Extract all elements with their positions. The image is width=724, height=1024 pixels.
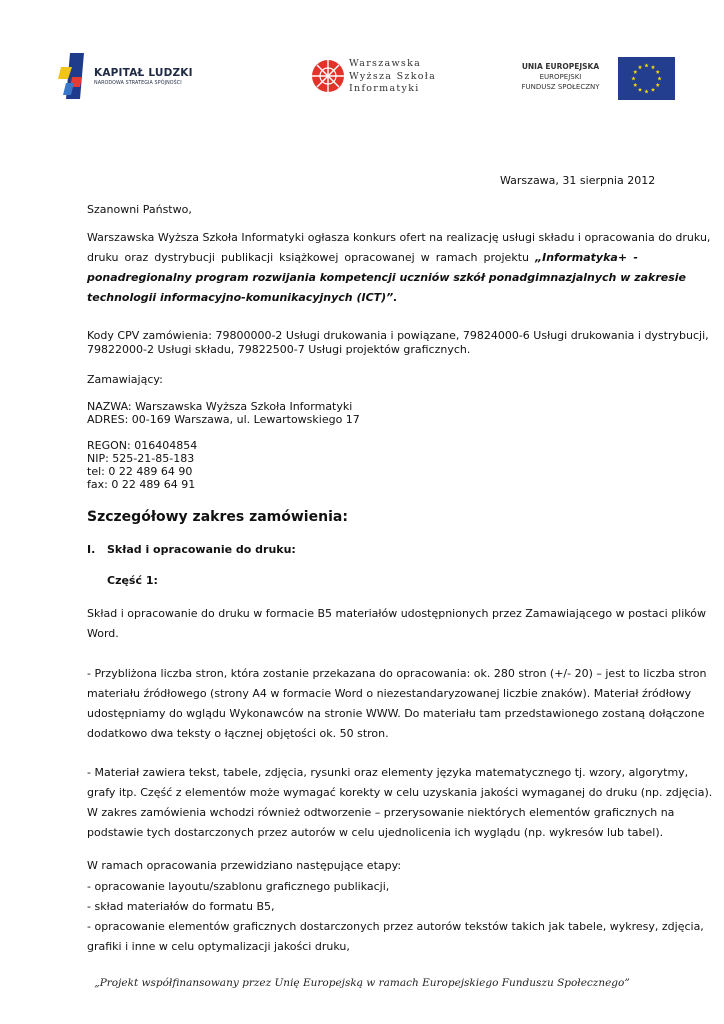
- wwsi-line2: Wyższa Szkoła: [349, 70, 437, 82]
- kapital-ludzki-logo: [58, 53, 208, 99]
- p2-line-2: materiału źródłowego (strony A4 w formacie Word o niezestandaryzowanej liczbie znaków). Materiał źródłowy: [87, 687, 692, 700]
- orderer-address: ADRES: 00-169 Warszawa, ul. Lewartowskiego 17: [87, 413, 360, 426]
- p1-line-1: Skład i opracowanie do druku w formacie B5 materiałów udostępnionych przez Zamawiającego w postaci plików: [87, 607, 707, 620]
- p2-line-3: udostępniamy do wglądu Wykonawców na stronie WWW. Do materiału tam przedstawionego zostaną dołączone: [87, 707, 705, 720]
- wwsi-name: [349, 58, 436, 96]
- stage-item-1: - opracowanie layoutu/szablonu graficznego publikacji,: [87, 880, 390, 893]
- section-1-number: I.: [87, 543, 96, 556]
- orderer-tel: tel: 0 22 489 64 90: [87, 465, 193, 478]
- scope-heading: Szczegółowy zakres zamówienia:: [87, 509, 348, 525]
- p2-line-1: - Przybliżona liczba stron, która zostanie przekazana do opracowania: ok. 280 stron (+/- 20) – jest to liczba stron: [87, 667, 707, 680]
- p1-line-2: Word.: [87, 627, 119, 640]
- orderer-fax: fax: 0 22 489 64 91: [87, 478, 196, 491]
- wwsi-line3: Informatyki: [349, 83, 420, 94]
- orderer-nip: NIP: 525-21-85-183: [87, 452, 195, 465]
- letter-date: Warszawa, 31 sierpnia 2012: [500, 174, 656, 187]
- orderer-regon: REGON: 016404854: [87, 439, 198, 452]
- stage-item-3-line-2: grafiki i inne w celu optymalizacji jakości druku,: [87, 940, 350, 953]
- wwsi-logo: [311, 56, 451, 96]
- kapital-ludzki-title: KAPITAŁ LUDZKI: [94, 67, 193, 79]
- part-1-heading: Część 1:: [107, 574, 158, 587]
- eu-line1: UNIA EUROPEJSKA: [521, 62, 600, 71]
- cpv-line-1: Kody CPV zamówienia: 79800000-2 Usługi drukowania i powiązane, 79824000-6 Usługi drukowania i dystrybucji,: [87, 329, 709, 342]
- intro-line-3: ponadregionalny program rozwijania kompetencji uczniów szkół ponadgimnazjalnych w zakresie: [87, 271, 687, 284]
- section-1-title: Skład i opracowanie do druku:: [107, 543, 296, 556]
- kapital-ludzki-subtitle: NARODOWA STRATEGIA SPÓJNOŚCI: [94, 81, 182, 86]
- eu-fund-logo: [508, 57, 672, 101]
- stage-item-3-line-1: - opracowanie elementów graficznych dostarczonych przez autorów tekstów takich jak tabele, wykresy, zdjęcia,: [87, 920, 704, 933]
- orderer-label: Zamawiający:: [87, 373, 163, 386]
- cpv-line-2: 79822000-2 Usługi składu, 79822500-7 Usługi projektów graficznych.: [87, 343, 471, 356]
- wwsi-line1: Warszawska: [349, 58, 422, 69]
- eu-line3: FUNDUSZ SPOŁECZNY: [521, 83, 600, 91]
- p2-line-4: dodatkowo dwa teksty o łącznej objętości ok. 50 stron.: [87, 727, 389, 740]
- p3-line-1: - Materiał zawiera tekst, tabele, zdjęcia, rysunki oraz elementy języka matematycznego tj. wzory, algorytmy,: [87, 766, 689, 779]
- intro-line-1: Warszawska Wyższa Szkoła Informatyki ogłasza konkurs ofert na realizację usługi składu i opracowania do druku,: [87, 231, 711, 244]
- p3-line-3: W zakres zamówienia wchodzi również odtworzenie – przerysowanie niektórych elementów graficznych na: [87, 806, 675, 819]
- orderer-name: NAZWA: Warszawska Wyższa Szkoła Informatyki: [87, 400, 353, 413]
- kapital-ludzki-emblem-icon: [58, 53, 92, 99]
- eu-flag-icon: [618, 57, 675, 100]
- eu-fund-text: [508, 62, 613, 92]
- project-name-start: „Informatyka+ -: [535, 251, 638, 264]
- p3-line-2: grafy itp. Część z elementów może wymagać korekty w celu uzyskania jakości wymaganej do druku (np. zdjęcia).: [87, 786, 713, 799]
- stage-item-2: - skład materiałów do formatu B5,: [87, 900, 275, 913]
- intro-line-2: [87, 251, 638, 265]
- intro-line-2-text: druku oraz dystrybucji publikacji książkowej opracowanej w ramach projektu: [87, 251, 536, 264]
- wwsi-emblem-icon: [311, 59, 345, 93]
- section-1-heading: [87, 543, 296, 556]
- footer-cofinancing-note: „Projekt współfinansowany przez Unię Europejską w ramach Europejskiego Funduszu Społecznego”: [94, 977, 630, 989]
- eu-line2: EUROPEJSKI: [539, 73, 582, 81]
- p3-line-4: podstawie tych dostarczonych przez autorów w celu ujednolicenia ich wyglądu (np. wykresów lub tabel).: [87, 826, 664, 839]
- intro-line-4: technologii informacyjno-komunikacyjnych (ICT)”.: [87, 291, 398, 304]
- stages-intro: W ramach opracowania przewidziano następujące etapy:: [87, 859, 402, 872]
- salutation: Szanowni Państwo,: [87, 203, 192, 216]
